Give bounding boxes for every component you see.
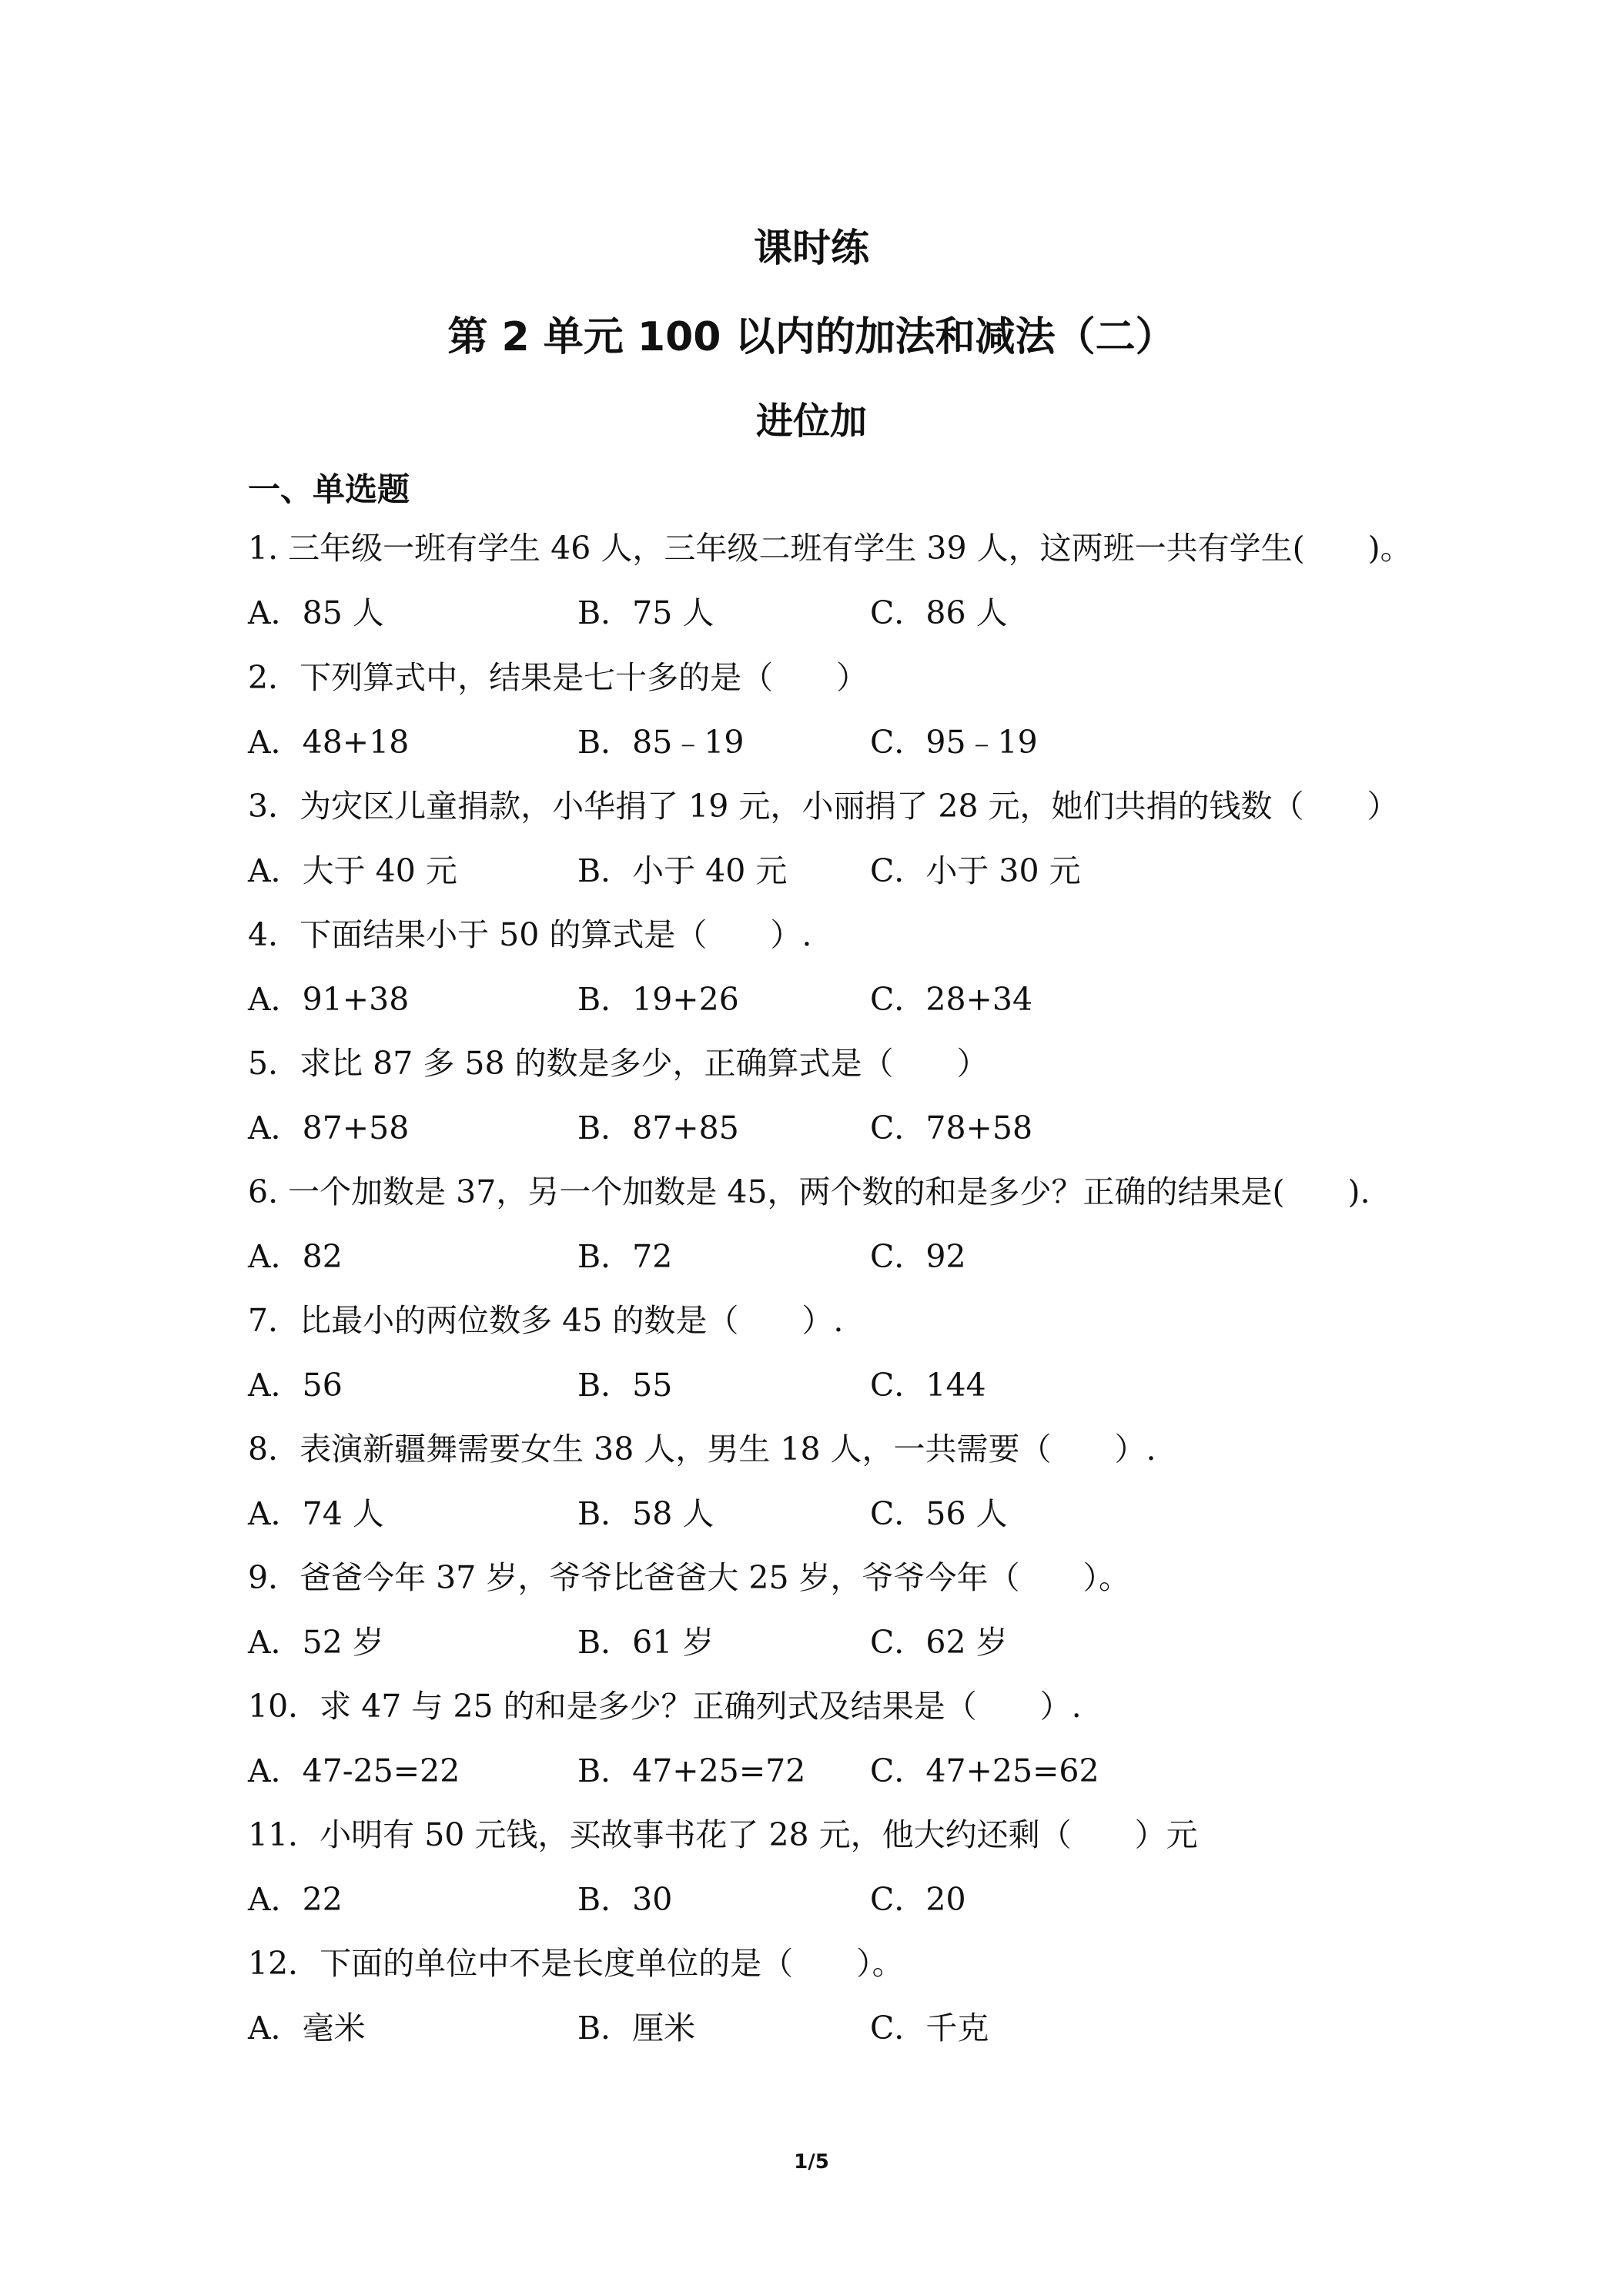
option-a: A．91+38 bbox=[248, 981, 410, 1018]
option-b: B．87+85 bbox=[577, 1110, 739, 1146]
option-a: A．大于 40 元 bbox=[248, 852, 457, 889]
unit-title: 第 2 单元 100 以内的加法和减法（二） bbox=[447, 314, 1176, 360]
option-a: A．47-25=22 bbox=[248, 1752, 460, 1789]
option-c: C．95﹣19 bbox=[870, 724, 1038, 761]
option-a: A．22 bbox=[248, 1881, 343, 1918]
option-b: B．厘米 bbox=[577, 2010, 696, 2047]
question-10-text: 10．求 47 与 25 的和是多少？正确列式及结果是（ ）. bbox=[248, 1688, 1082, 1725]
option-c: C．千克 bbox=[870, 2010, 989, 2047]
question-6-text: 6. 一个加数是 37，另一个加数是 45，两个数的和是多少？正确的结果是( ). bbox=[248, 1173, 1370, 1210]
question-4-text: 4．下面结果小于 50 的算式是（ ）. bbox=[248, 916, 812, 953]
option-a: A．毫米 bbox=[248, 2010, 366, 2047]
question-3-text: 3．为灾区儿童捐款，小华捐了 19 元，小丽捐了 28 元，她们共捐的钱数（ ） bbox=[248, 788, 1399, 825]
question-8-text: 8．表演新疆舞需要女生 38 人，男生 18 人，一共需要（ ）. bbox=[248, 1431, 1156, 1468]
option-a: A．56 bbox=[248, 1367, 343, 1404]
option-c: C．小于 30 元 bbox=[870, 852, 1081, 889]
option-b: B．小于 40 元 bbox=[577, 852, 788, 889]
option-c: C．62 岁 bbox=[870, 1624, 1008, 1661]
option-c: C．86 人 bbox=[870, 594, 1008, 631]
option-c: C．28+34 bbox=[870, 981, 1033, 1018]
option-c: C．78+58 bbox=[870, 1110, 1033, 1146]
question-7-text: 7．比最小的两位数多 45 的数是（ ）. bbox=[248, 1302, 844, 1339]
question-12-text: 12．下面的单位中不是长度单位的是（ ）。 bbox=[248, 1945, 904, 1982]
lesson-title: 进位加 bbox=[755, 400, 867, 443]
option-b: B．47+25=72 bbox=[577, 1752, 806, 1789]
option-b: B．55 bbox=[577, 1367, 673, 1404]
page-title: 课时练 bbox=[754, 226, 869, 270]
question-2-text: 2．下列算式中，结果是七十多的是（ ） bbox=[248, 659, 868, 696]
question-5-text: 5．求比 87 多 58 的数是多少，正确算式是（ ） bbox=[248, 1045, 989, 1082]
option-b: B．58 人 bbox=[577, 1495, 714, 1532]
question-9-text: 9．爸爸今年 37 岁，爷爷比爸爸大 25 岁，爷爷今年（ ）。 bbox=[248, 1559, 1131, 1596]
option-c: C．92 bbox=[870, 1238, 966, 1275]
option-c: C．20 bbox=[870, 1881, 966, 1918]
option-a: A．87+58 bbox=[248, 1110, 410, 1146]
question-11-text: 11．小明有 50 元钱，买故事书花了 28 元，他大约还剩（ ）元 bbox=[248, 1816, 1198, 1853]
option-b: B．75 人 bbox=[577, 594, 714, 631]
question-1-text: 1. 三年级一班有学生 46 人，三年级二班有学生 39 人，这两班一共有学生( )。 bbox=[248, 530, 1412, 567]
option-b: B．19+26 bbox=[577, 981, 739, 1018]
option-a: A．52 岁 bbox=[248, 1624, 384, 1661]
option-b: B．30 bbox=[577, 1881, 673, 1918]
option-a: A．48+18 bbox=[248, 724, 410, 761]
option-a: A．85 人 bbox=[248, 594, 384, 631]
option-c: C．47+25=62 bbox=[870, 1752, 1099, 1789]
option-b: B．85﹣19 bbox=[577, 724, 745, 761]
option-b: B．72 bbox=[577, 1238, 673, 1275]
section-heading: 一、单选题 bbox=[248, 470, 410, 508]
option-b: B．61 岁 bbox=[577, 1624, 714, 1661]
option-c: C．144 bbox=[870, 1367, 986, 1404]
option-a: A．82 bbox=[248, 1238, 343, 1275]
page-number: 1/5 bbox=[794, 2150, 829, 2174]
option-c: C．56 人 bbox=[870, 1495, 1008, 1532]
option-a: A．74 人 bbox=[248, 1495, 384, 1532]
